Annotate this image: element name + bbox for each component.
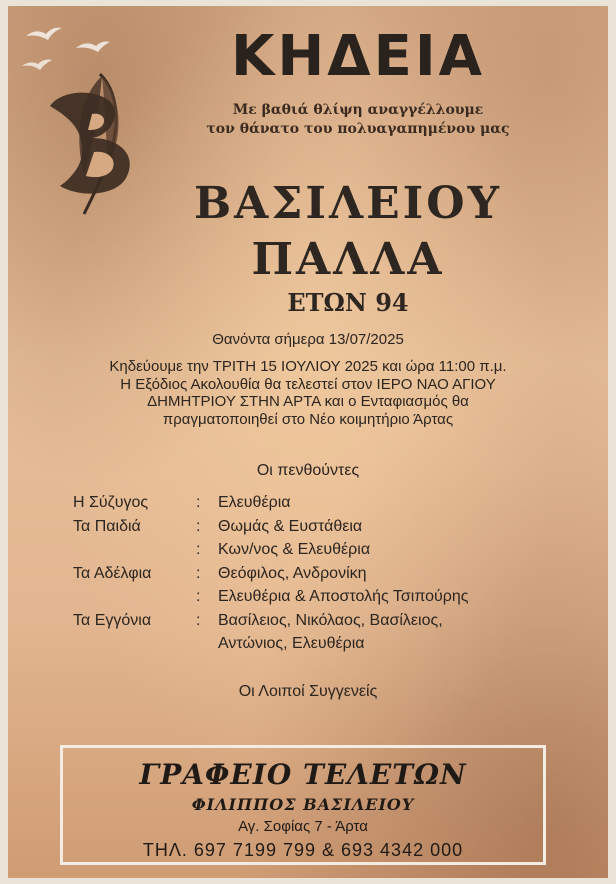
feather-letter-b-icon <box>30 66 160 216</box>
relative-row <box>58 494 578 518</box>
relative-colon: : <box>196 611 201 629</box>
office-owner: ΦΙΛΙΠΠΟΣ ΒΑΣΙΛΕΙΟΥ <box>191 795 415 814</box>
relative-row <box>58 635 578 659</box>
deceased-first-name: ΒΑΣΙΛΕΙΟΥ <box>193 178 502 229</box>
relative-names: Ελευθέρια <box>218 494 291 511</box>
relative-names: Θωμάς & Ευστάθεια <box>218 517 363 535</box>
funeral-details <box>8 358 608 428</box>
funeral-line: Η Εξόδιος Ακολουθία θα τελεστεί στον ΙΕΡΟ ΝΑΟ ΑΓΙΟΥ <box>120 375 496 393</box>
funeral-office-box <box>60 745 546 865</box>
office-name: ΓΡΑΦΕΙΟ ΤΕΛΕΤΩΝ <box>139 758 467 791</box>
relative-row <box>58 541 578 565</box>
relative-names: Βασίλειος, Νικόλαος, Βασίλειος, <box>218 611 443 629</box>
relative-colon: : <box>196 517 201 535</box>
other-relatives: Οι Λοιποί Συγγενείς <box>238 683 378 700</box>
relative-colon: : <box>196 541 201 558</box>
relative-colon: : <box>196 494 201 511</box>
date-of-death: Θανόντα σήμερα 13/07/2025 <box>212 331 404 348</box>
office-phone: ΤΗΛ. 697 7199 799 & 693 4342 000 <box>142 840 464 860</box>
funeral-notice <box>8 6 608 878</box>
relative-colon: : <box>196 564 201 582</box>
announcement-text <box>178 101 538 139</box>
relative-label: Τα Παιδιά <box>73 517 141 535</box>
announcement-line: Με βαθιά θλίψη αναγγέλλουμε <box>232 102 484 118</box>
relative-colon: : <box>196 588 201 605</box>
relative-row <box>58 588 578 612</box>
relative-names: Αντώνιος, Ελευθέρια <box>218 635 365 652</box>
relative-label: Η Σύζυγος <box>73 494 149 511</box>
relative-names: Κων/νος & Ελευθέρια <box>218 541 371 558</box>
office-address: Αγ. Σοφίας 7 - Άρτα <box>238 818 368 835</box>
announcement-line: τον θάνατο του πολυαγαπημένου μας <box>206 121 510 137</box>
relatives-list <box>58 494 578 659</box>
notice-title: ΚΗΔΕΙΑ <box>230 24 486 89</box>
relative-names: Θεόφιλος, Ανδρονίκη <box>218 564 367 582</box>
relative-names: Ελευθέρια & Αποστολής Τσιπούρης <box>218 588 469 605</box>
relative-row <box>58 565 578 589</box>
funeral-line: ΔΗΜΗΤΡΙΟΥ ΣΤΗΝ ΑΡΤΑ και ο Ενταφιασμός θα <box>147 393 469 410</box>
mourners-heading: Οι πενθούντες <box>256 462 360 479</box>
funeral-line: Κηδεύουμε την ΤΡΙΤΗ 15 ΙΟΥΛΙΟΥ 2025 και ώρα 11:00 π.μ. <box>109 358 507 375</box>
relative-row <box>58 612 578 636</box>
deceased-last-name: ΠΑΛΛΑ <box>251 234 445 285</box>
relative-label: Τα Εγγόνια <box>73 611 152 629</box>
relative-label: Τα Αδέλφια <box>73 564 152 582</box>
relative-row <box>58 518 578 542</box>
funeral-line: πραγματοποιηθεί στο Νέο κοιμητήριο Άρτας <box>162 410 454 428</box>
deceased-age: ΕΤΩΝ 94 <box>287 288 409 317</box>
